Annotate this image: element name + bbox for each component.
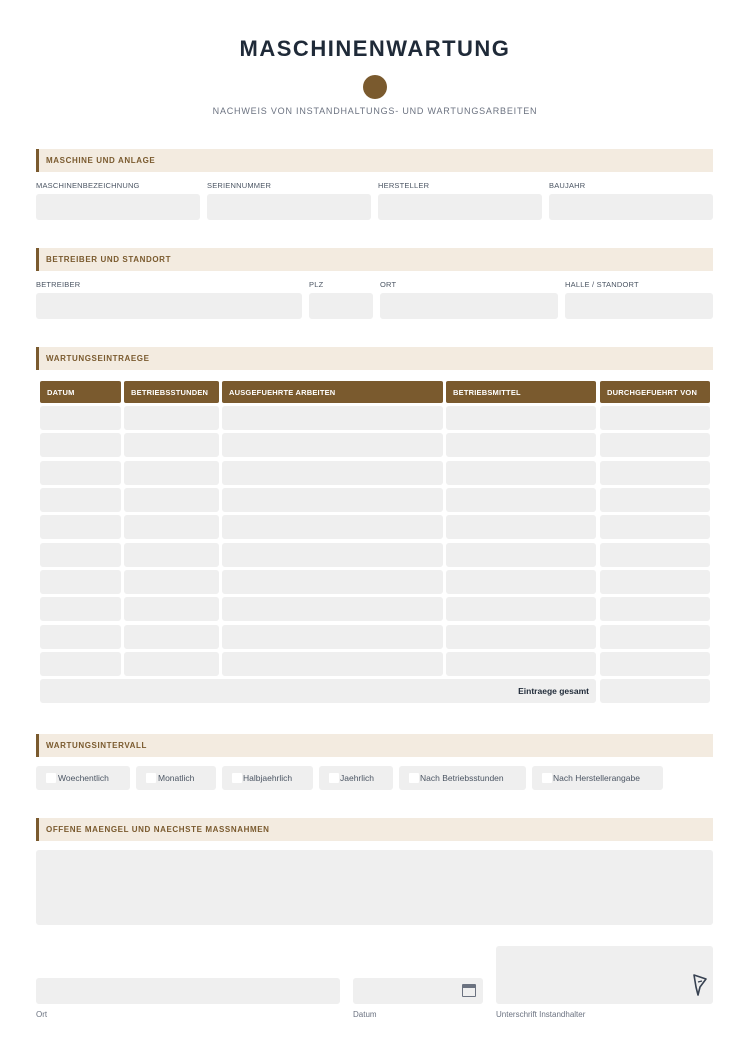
table-cell-materials[interactable] (446, 570, 596, 594)
table-cell-date[interactable] (40, 652, 121, 676)
table-cell-operating-hours[interactable] (124, 597, 219, 621)
column-header-materials: BETRIEBSMITTEL (446, 381, 596, 403)
hall-location-label: HALLE / STANDORT (565, 280, 639, 289)
column-header-performed-by: DURCHGEFUEHRT VON (600, 381, 710, 403)
year-field[interactable] (549, 194, 713, 220)
table-cell-operating-hours[interactable] (124, 406, 219, 430)
section-operator-header (36, 248, 713, 271)
operator-field[interactable] (36, 293, 302, 319)
interval-option-manufacturer[interactable]: Nach Herstellerangabe (532, 766, 663, 790)
section-title: BETREIBER UND STANDORT (46, 255, 172, 264)
interval-option-monthly[interactable]: Monatlich (136, 766, 216, 790)
table-cell-work-performed[interactable] (222, 488, 443, 512)
table-cell-materials[interactable] (446, 406, 596, 430)
entries-total-row (40, 679, 596, 703)
checkbox[interactable] (542, 773, 552, 783)
signature-field[interactable] (496, 946, 713, 1004)
table-cell-work-performed[interactable] (222, 515, 443, 539)
table-cell-materials[interactable] (446, 597, 596, 621)
interval-option-yearly[interactable]: Jaehrlich (319, 766, 393, 790)
place-label: Ort (36, 1010, 48, 1019)
table-cell-date[interactable] (40, 488, 121, 512)
manufacturer-label: HERSTELLER (378, 181, 430, 190)
city-label: ORT (380, 280, 397, 289)
table-cell-performed-by[interactable] (600, 406, 710, 430)
table-cell-performed-by[interactable] (600, 597, 710, 621)
entries-total-field[interactable] (600, 679, 710, 703)
table-cell-performed-by[interactable] (600, 625, 710, 649)
section-title: WARTUNGSEINTRAEGE (46, 354, 150, 363)
table-cell-performed-by[interactable] (600, 515, 710, 539)
table-cell-date[interactable] (40, 461, 121, 485)
table-cell-work-performed[interactable] (222, 570, 443, 594)
table-cell-operating-hours[interactable] (124, 652, 219, 676)
interval-option-half-yearly[interactable]: Halbjaehrlich (222, 766, 313, 790)
table-cell-materials[interactable] (446, 543, 596, 567)
place-field[interactable] (36, 978, 340, 1004)
logo (363, 75, 387, 99)
checkbox[interactable] (232, 773, 242, 783)
hall-location-field[interactable] (565, 293, 713, 319)
city-field[interactable] (380, 293, 558, 319)
zip-field[interactable] (309, 293, 373, 319)
section-entries-header (36, 347, 713, 370)
calendar-icon[interactable] (462, 984, 476, 997)
table-cell-work-performed[interactable] (222, 406, 443, 430)
column-header-operating-hours: BETRIEBSSTUNDEN (124, 381, 219, 403)
manufacturer-field[interactable] (378, 194, 542, 220)
column-header-date: DATUM (40, 381, 121, 403)
year-label: BAUJAHR (549, 181, 586, 190)
interval-option-operating-hours[interactable]: Nach Betriebsstunden (399, 766, 526, 790)
table-cell-performed-by[interactable] (600, 570, 710, 594)
table-cell-materials[interactable] (446, 433, 596, 457)
table-cell-date[interactable] (40, 433, 121, 457)
table-cell-operating-hours[interactable] (124, 488, 219, 512)
table-cell-materials[interactable] (446, 652, 596, 676)
checkbox[interactable] (46, 773, 56, 783)
table-cell-materials[interactable] (446, 515, 596, 539)
column-header-work-performed: AUSGEFUEHRTE ARBEITEN (222, 381, 443, 403)
entries-total-label: Eintraege gesamt (518, 686, 589, 696)
machine-name-field[interactable] (36, 194, 200, 220)
page-title: MASCHINENWARTUNG (239, 36, 511, 61)
table-cell-performed-by[interactable] (600, 543, 710, 567)
pen-icon (692, 973, 708, 997)
table-cell-operating-hours[interactable] (124, 625, 219, 649)
defects-textarea[interactable] (36, 850, 713, 925)
checkbox[interactable] (409, 773, 419, 783)
table-cell-work-performed[interactable] (222, 625, 443, 649)
table-cell-date[interactable] (40, 515, 121, 539)
interval-option-weekly[interactable]: Woechentlich (36, 766, 130, 790)
date-label: Datum (353, 1010, 377, 1019)
table-cell-date[interactable] (40, 543, 121, 567)
table-cell-materials[interactable] (446, 625, 596, 649)
serial-number-label: SERIENNUMMER (207, 181, 272, 190)
checkbox[interactable] (329, 773, 339, 783)
section-title: WARTUNGSINTERVALL (46, 741, 148, 750)
serial-number-field[interactable] (207, 194, 371, 220)
table-cell-date[interactable] (40, 406, 121, 430)
table-cell-performed-by[interactable] (600, 461, 710, 485)
table-cell-operating-hours[interactable] (124, 515, 219, 539)
table-cell-work-performed[interactable] (222, 433, 443, 457)
section-defects-header (36, 818, 713, 841)
table-cell-work-performed[interactable] (222, 461, 443, 485)
page-subtitle: NACHWEIS VON INSTANDHALTUNGS- UND WARTUNGSARBEITEN (212, 106, 538, 116)
table-cell-date[interactable] (40, 625, 121, 649)
section-title: OFFENE MAENGEL UND NAECHSTE MASSNAHMEN (46, 825, 270, 834)
signature-label: Unterschrift Instandhalter (496, 1010, 586, 1019)
section-title: MASCHINE UND ANLAGE (46, 156, 156, 165)
operator-label: BETREIBER (36, 280, 81, 289)
table-cell-operating-hours[interactable] (124, 543, 219, 567)
zip-label: PLZ (309, 280, 324, 289)
table-cell-date[interactable] (40, 597, 121, 621)
table-cell-operating-hours[interactable] (124, 570, 219, 594)
machine-name-label: MASCHINENBEZEICHNUNG (36, 181, 140, 190)
table-cell-materials[interactable] (446, 488, 596, 512)
table-cell-work-performed[interactable] (222, 652, 443, 676)
table-cell-performed-by[interactable] (600, 488, 710, 512)
section-machine-header (36, 149, 713, 172)
section-interval-header (36, 734, 713, 757)
table-cell-operating-hours[interactable] (124, 433, 219, 457)
table-cell-work-performed[interactable] (222, 543, 443, 567)
table-cell-operating-hours[interactable] (124, 461, 219, 485)
table-cell-work-performed[interactable] (222, 597, 443, 621)
checkbox[interactable] (146, 773, 156, 783)
table-cell-performed-by[interactable] (600, 433, 710, 457)
table-cell-materials[interactable] (446, 461, 596, 485)
table-cell-performed-by[interactable] (600, 652, 710, 676)
table-cell-date[interactable] (40, 570, 121, 594)
